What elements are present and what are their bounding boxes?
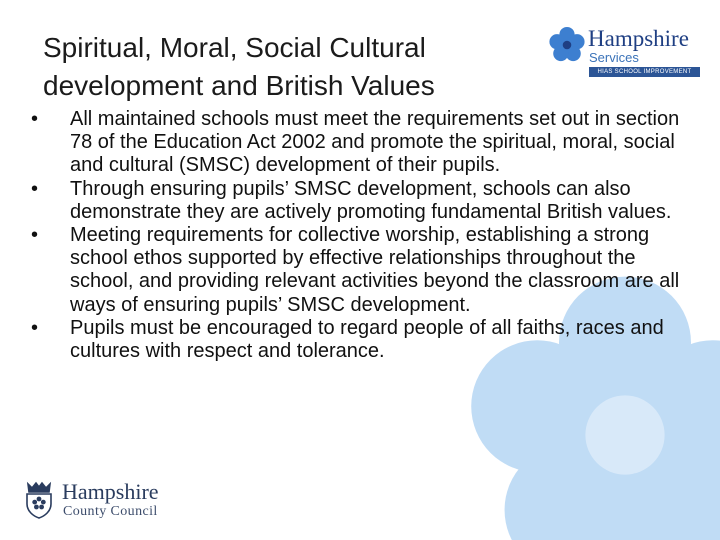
list-item-text: Pupils must be encouraged to regard people of all faiths, races and cultures with respect and tolerance. [70,316,664,363]
logo-brand-text: Hampshire [62,479,159,504]
bullet-icon: • [31,316,39,339]
flower-icon [548,26,586,64]
hampshire-county-council-logo [22,480,192,524]
list-item-text: Through ensuring pupils’ SMSC development, schools can also demonstrate they are actively promoting fundamental British values. [70,177,672,223]
logo-council-text: County Council [63,504,158,519]
bullet-icon: • [31,177,39,200]
list-item [29,224,684,317]
title-line: Spiritual, Moral, Social Cultural [43,32,426,63]
list-item-text: All maintained schools must meet the requirements set out in section 78 of the Education Act 2002 and promote the spiritual, moral, social and cultural (SMSC) development of their pupils. [70,108,680,177]
page-title [43,29,523,105]
list-item [29,178,684,224]
crest-icon [22,480,56,520]
title-line: development and British Values [43,70,435,101]
list-item-text: Meeting requirements for collective worship, establishing a strong school ethos supported by effective relationships throughout the school, and providing relevant activities beyond the classroom are all ways of ensuring pupils’ SMSC development. [70,224,680,316]
logo-services-text: Services [589,50,639,65]
list-item [29,108,684,178]
logo-brand-text: Hampshire [588,26,689,51]
bullet-list [29,108,684,363]
bullet-icon: • [31,224,39,247]
bullet-icon: • [31,108,39,130]
hampshire-services-logo [548,26,708,82]
list-item [29,317,684,363]
logo-hias-bar: HIAS SCHOOL IMPROVEMENT [589,67,700,77]
